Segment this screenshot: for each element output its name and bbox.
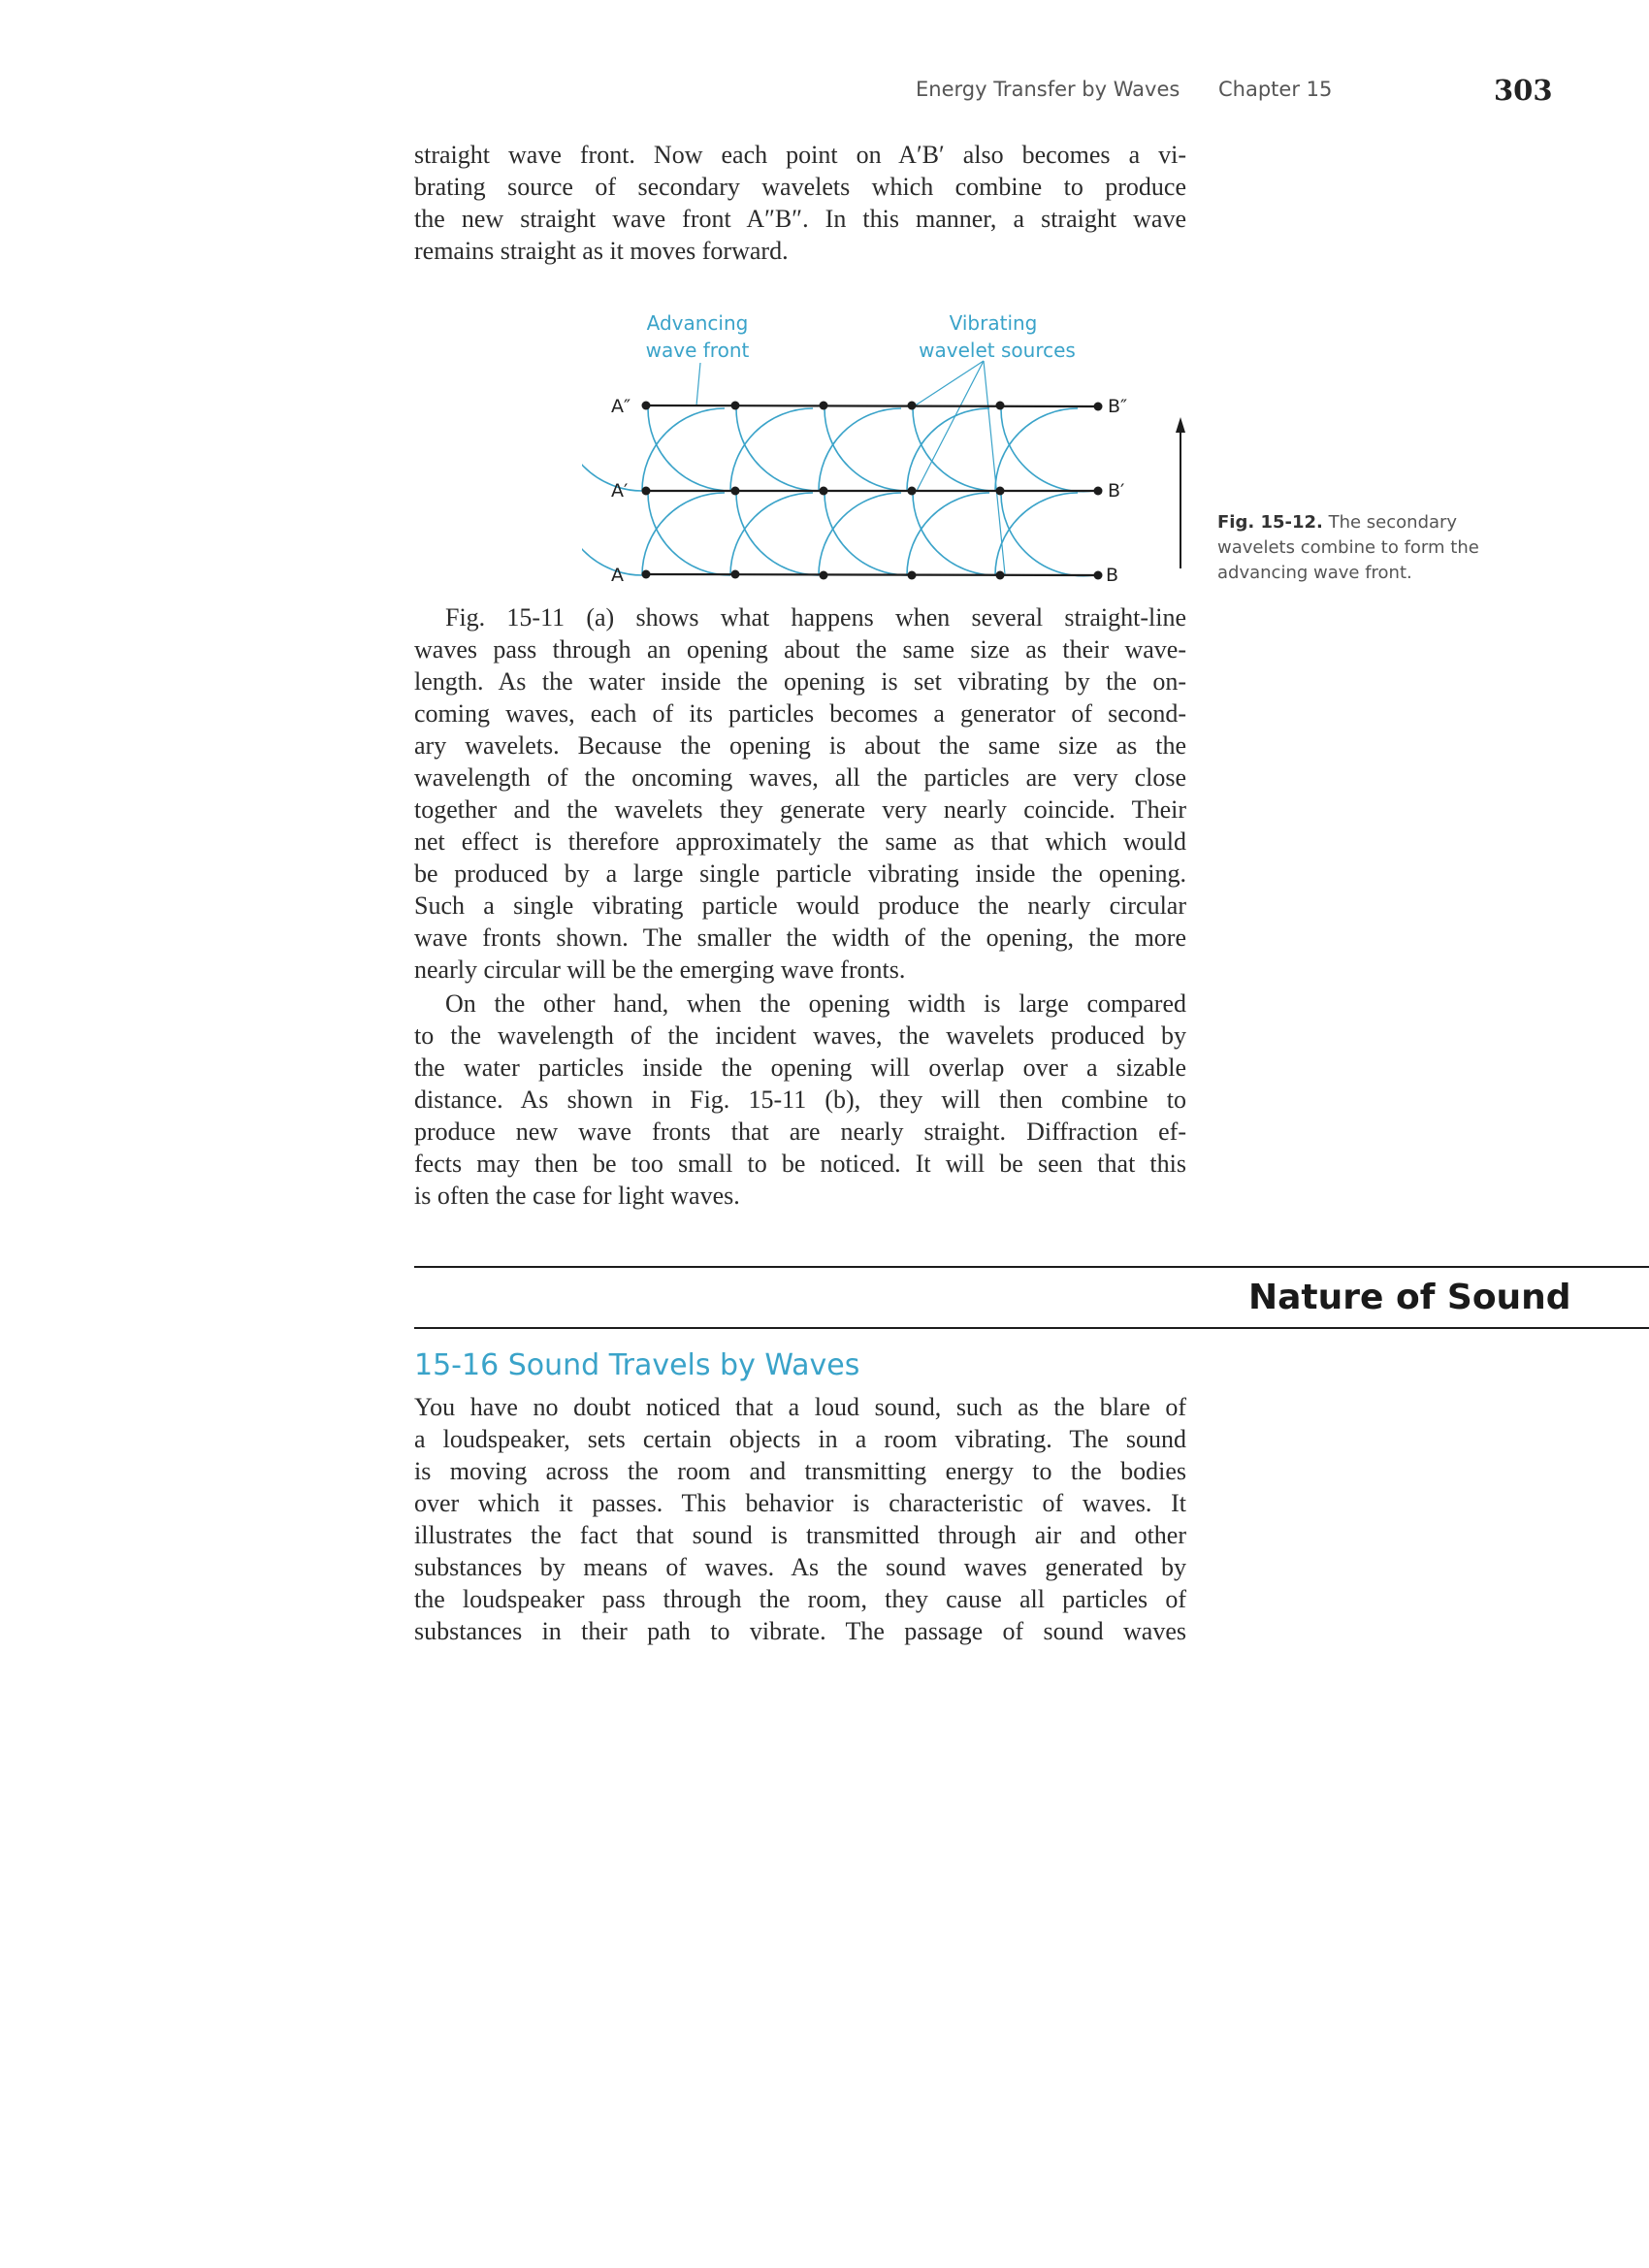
text-line: together and the wavelets they generate very nearly coincide. Their [414, 795, 1186, 824]
wavelet-arc [642, 493, 725, 575]
source-dot [642, 402, 651, 410]
text-line: the loudspeaker pass through the room, they cause all particles of [414, 1585, 1186, 1613]
text-line: ary wavelets. Because the opening is about the same size as the [414, 731, 1186, 760]
source-dot [731, 570, 740, 579]
section-title: Nature of Sound [1248, 1278, 1571, 1317]
source-dot [642, 570, 651, 579]
source-dot [996, 487, 1005, 496]
figure-caption [1217, 510, 1508, 586]
running-title: Energy Transfer by Waves [916, 78, 1180, 101]
wavelet-arc [913, 408, 995, 491]
source-dot [820, 402, 828, 410]
text-line: wave fronts shown. The smaller the width of the opening, the more [414, 923, 1186, 952]
wavelet-arc [819, 493, 901, 575]
wavelet-arc [736, 408, 819, 491]
text-line: nearly circular will be the emerging wave fronts. [414, 956, 906, 984]
caption-label: Fig. 15-12. [1217, 512, 1323, 533]
pointer-line [914, 361, 984, 406]
text-line: substances in their path to vibrate. The passage of sound waves [414, 1617, 1186, 1645]
text-line: coming waves, each of its particles becomes a generator of second- [414, 699, 1186, 728]
section-rule-bottom [414, 1327, 1649, 1329]
direction-arrow [1176, 417, 1185, 568]
text-line: brating source of secondary wavelets which combine to produce [414, 173, 1186, 201]
wavelet-arc [648, 408, 730, 491]
text-line: You have no doubt noticed that a loud sound, such as the blare of [414, 1393, 1186, 1421]
label-advancing-2: wave front [645, 339, 750, 362]
caption-line: The secondary [1328, 512, 1458, 533]
wavelet-arc [819, 408, 901, 491]
label-b-double-prime: B″ [1108, 396, 1128, 417]
text-line: is often the case for light waves. [414, 1182, 740, 1210]
wavelet-arc [730, 408, 813, 491]
wavelet-arc [824, 493, 907, 575]
source-dot [908, 402, 917, 410]
source-dot [820, 571, 828, 580]
subheading: 15-16 Sound Travels by Waves [414, 1348, 860, 1382]
wavelet-arc [736, 493, 819, 575]
text-line: illustrates the fact that sound is transmitted through air and other [414, 1521, 1186, 1549]
label-b: B [1106, 565, 1119, 586]
text-line: is moving across the room and transmitting energy to the bodies [414, 1457, 1186, 1485]
source-dot [1094, 403, 1103, 411]
wavelet-arc [907, 493, 989, 575]
text-line: length. As the water inside the opening is set vibrating by the on- [414, 667, 1186, 696]
text-line: Such a single vibrating particle would produce the nearly circular [414, 891, 1186, 920]
source-dot [1094, 571, 1103, 580]
label-vibrating-1: Vibrating [949, 311, 1038, 335]
text-line: wavelength of the oncoming waves, all the particles are very close [414, 763, 1186, 792]
wavelet-arc [995, 493, 1078, 575]
text-line: substances by means of waves. As the sound waves generated by [414, 1553, 1186, 1581]
wave-front-figure [582, 291, 1203, 601]
source-dot [731, 487, 740, 496]
text-line: a loudspeaker, sets certain objects in a room vibrating. The sound [414, 1425, 1186, 1453]
source-dot [996, 571, 1005, 580]
wavelet-arc [824, 408, 907, 491]
wavelet-arc [913, 493, 995, 575]
caption-line: wavelets combine to form the [1217, 537, 1479, 558]
label-b-prime: B′ [1108, 480, 1125, 502]
text-line: waves pass through an opening about the same size as their wave- [414, 635, 1186, 664]
wavelet-arc [642, 408, 725, 491]
label-vibrating-2: wavelet sources [919, 339, 1076, 362]
source-dot [908, 571, 917, 580]
pointer-line [917, 361, 984, 491]
wavelet-arc [582, 408, 642, 491]
text-line: remains straight as it moves forward. [414, 237, 789, 265]
text-line: the water particles inside the opening will overlap over a sizable [414, 1053, 1186, 1082]
text-line: fects may then be too small to be noticed. It will be seen that this [414, 1150, 1186, 1178]
text-line: straight wave front. Now each point on A′B′ also becomes a vi- [414, 141, 1186, 169]
text-line: to the wavelength of the incident waves, the wavelets produced by [414, 1021, 1186, 1050]
paragraph-b [414, 988, 1186, 1212]
wavelet-arc [582, 493, 642, 575]
chapter-label: Chapter 15 [1218, 78, 1333, 101]
wavelet-arc [1001, 493, 1094, 576]
wavelet-arc [730, 493, 813, 575]
page-number: 303 [1494, 74, 1553, 107]
paragraph-top [414, 139, 1186, 267]
source-dot [820, 487, 828, 496]
wavelet-arc [648, 493, 730, 575]
wave-front-a2-b2 [646, 405, 1098, 406]
source-dot [908, 487, 917, 496]
source-dot [642, 487, 651, 496]
paragraph-a [414, 601, 1186, 986]
text-line: be produced by a large single particle vibrating inside the opening. [414, 859, 1186, 888]
text-line: the new straight wave front A″B″. In this manner, a straight wave [414, 205, 1186, 233]
paragraph-c [414, 1391, 1186, 1647]
wavelet-arc [1001, 408, 1094, 492]
caption-line: advancing wave front. [1217, 563, 1412, 583]
text-line: On the other hand, when the opening width is large compared [445, 989, 1186, 1018]
text-line: distance. As shown in Fig. 15-11 (b), they will then combine to [414, 1085, 1186, 1114]
label-advancing-1: Advancing [646, 311, 749, 335]
wavelet-arc [907, 408, 989, 491]
label-a: A [611, 565, 624, 586]
wavelet-arc [995, 408, 1078, 491]
source-dot [731, 402, 740, 410]
label-a-double-prime: A″ [611, 396, 631, 417]
wave-front-a-b [646, 574, 1098, 575]
source-dot [1094, 487, 1103, 496]
text-line: net effect is therefore approximately the same as that which would [414, 827, 1186, 856]
text-line: over which it passes. This behavior is characteristic of waves. It [414, 1489, 1186, 1517]
pointer-line [696, 363, 700, 405]
source-dot [996, 402, 1005, 410]
text-line: produce new wave fronts that are nearly straight. Diffraction ef- [414, 1118, 1186, 1146]
section-rule-top [414, 1266, 1649, 1268]
text-line: Fig. 15-11 (a) shows what happens when several straight-line [445, 603, 1186, 632]
label-a-prime: A′ [611, 480, 629, 502]
